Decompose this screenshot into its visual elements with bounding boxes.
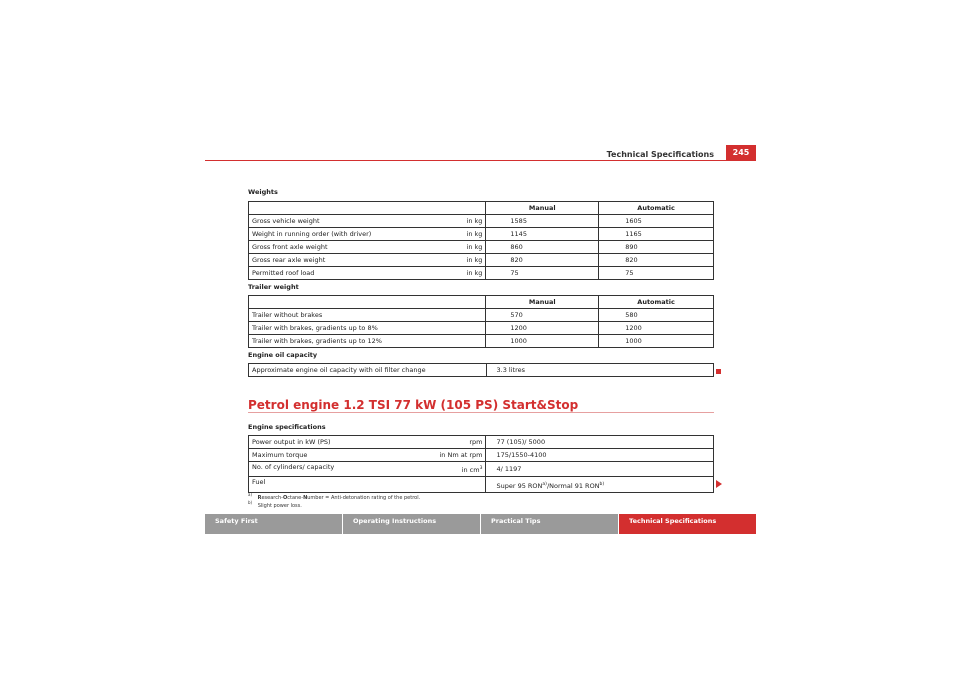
weights-table <box>248 201 714 280</box>
row-label: Gross rear axle weight <box>252 256 326 264</box>
automatic-value: 1200 <box>599 322 714 335</box>
footer-tab-safety-first[interactable]: Safety First <box>205 514 342 534</box>
manual-value: 860 <box>486 241 599 254</box>
row-label: Fuel <box>249 477 486 493</box>
section-divider <box>248 412 714 413</box>
table-row <box>249 335 714 348</box>
table-row <box>249 241 714 254</box>
table-row <box>249 436 714 449</box>
table-row <box>249 364 714 377</box>
col-automatic: Automatic <box>599 202 714 215</box>
manual-value: 820 <box>486 254 599 267</box>
table-row <box>249 215 714 228</box>
col-manual: Manual <box>486 202 599 215</box>
row-unit: in kg <box>466 230 483 238</box>
manual-value: 1585 <box>486 215 599 228</box>
manual-value: 75 <box>486 267 599 280</box>
footnote-text: ctane- <box>287 494 304 501</box>
spec-value: 77 (105)/ 5000 <box>486 436 714 449</box>
footnote-bold: O <box>282 494 288 501</box>
row-label: Power output in kW (PS) <box>252 438 331 446</box>
footnote-text: umber = Anti-detonation rating of the petrol. <box>307 494 421 501</box>
row-unit: in kg <box>466 269 483 277</box>
row-label: Trailer with brakes, gradients up to 12% <box>249 335 486 348</box>
manual-value: 570 <box>486 309 599 322</box>
row-unit: in Nm at rpm <box>439 451 483 459</box>
continue-arrow-icon <box>716 480 722 488</box>
table-row <box>249 462 714 477</box>
page-header-title: Technical Specifications <box>606 150 714 159</box>
fuel-value-normal: /Normal 91 RON <box>546 482 600 491</box>
section-title: Petrol engine 1.2 TSI 77 kW (105 PS) Start&Stop <box>248 398 579 412</box>
manual-value: 1145 <box>486 228 599 241</box>
oil-table <box>248 363 714 377</box>
automatic-value: 820 <box>599 254 714 267</box>
engine-spec-heading: Engine specifications <box>248 423 326 431</box>
fuel-value-super: Super 95 RON <box>496 482 543 491</box>
automatic-value: 580 <box>599 309 714 322</box>
row-label: Permitted roof load <box>252 269 315 277</box>
footnote-text: Slight power loss. <box>257 502 302 509</box>
header-divider <box>205 160 755 161</box>
table-row <box>249 254 714 267</box>
row-label: No. of cylinders/ capacity <box>252 463 335 472</box>
footnote-mark: b) <box>248 500 253 505</box>
footer-tab-technical-specifications[interactable]: Technical Specifications <box>619 514 756 534</box>
table-header-row <box>249 296 714 309</box>
oil-value: 3.3 litres <box>486 364 714 377</box>
table-row <box>249 309 714 322</box>
footnote-b <box>248 500 302 509</box>
table-row <box>249 228 714 241</box>
footnote-ref-a: a) <box>542 481 547 487</box>
unit-superscript: 3 <box>479 466 483 472</box>
oil-heading: Engine oil capacity <box>248 351 318 359</box>
footer-tab-operating-instructions[interactable]: Operating Instructions <box>343 514 480 534</box>
engine-spec-table <box>248 435 714 493</box>
row-unit: in kg <box>466 256 483 264</box>
footer-tab-practical-tips[interactable]: Practical Tips <box>481 514 618 534</box>
automatic-value: 1605 <box>599 215 714 228</box>
row-label: Weight in running order (with driver) <box>252 230 372 238</box>
automatic-value: 75 <box>599 267 714 280</box>
col-manual: Manual <box>486 296 599 309</box>
footnote-bold: N <box>303 494 308 501</box>
automatic-value: 890 <box>599 241 714 254</box>
spec-value: 175/1550-4100 <box>486 449 714 462</box>
footnote-ref-b: b) <box>599 481 605 487</box>
row-label: Trailer without brakes <box>249 309 486 322</box>
row-unit: rpm <box>469 438 483 446</box>
table-header-row <box>249 202 714 215</box>
trailer-table <box>248 295 714 348</box>
table-row <box>249 267 714 280</box>
table-row <box>249 477 714 493</box>
weights-heading: Weights <box>248 188 278 196</box>
row-label: Gross front axle weight <box>252 243 328 251</box>
row-label: Gross vehicle weight <box>252 217 320 225</box>
manual-value: 1200 <box>486 322 599 335</box>
spec-value: 4/ 1197 <box>486 462 714 477</box>
page-number: 245 <box>726 145 756 161</box>
row-label: Trailer with brakes, gradients up to 8% <box>249 322 486 335</box>
trailer-heading: Trailer weight <box>248 283 299 291</box>
automatic-value: 1165 <box>599 228 714 241</box>
footnote-mark: a) <box>248 492 253 497</box>
table-row <box>249 449 714 462</box>
row-label: Approximate engine oil capacity with oil filter change <box>249 364 487 377</box>
footnote-bold: R <box>257 494 262 501</box>
row-unit: in kg <box>466 217 483 225</box>
footnote-text: esearch- <box>261 494 283 501</box>
manual-value: 1000 <box>486 335 599 348</box>
row-label: Maximum torque <box>252 451 308 459</box>
footer-nav <box>205 514 756 534</box>
automatic-value: 1000 <box>599 335 714 348</box>
table-row <box>249 322 714 335</box>
row-unit: in kg <box>466 243 483 251</box>
section-end-marker <box>716 369 721 374</box>
row-unit: in cm <box>461 466 480 475</box>
col-automatic: Automatic <box>599 296 714 309</box>
